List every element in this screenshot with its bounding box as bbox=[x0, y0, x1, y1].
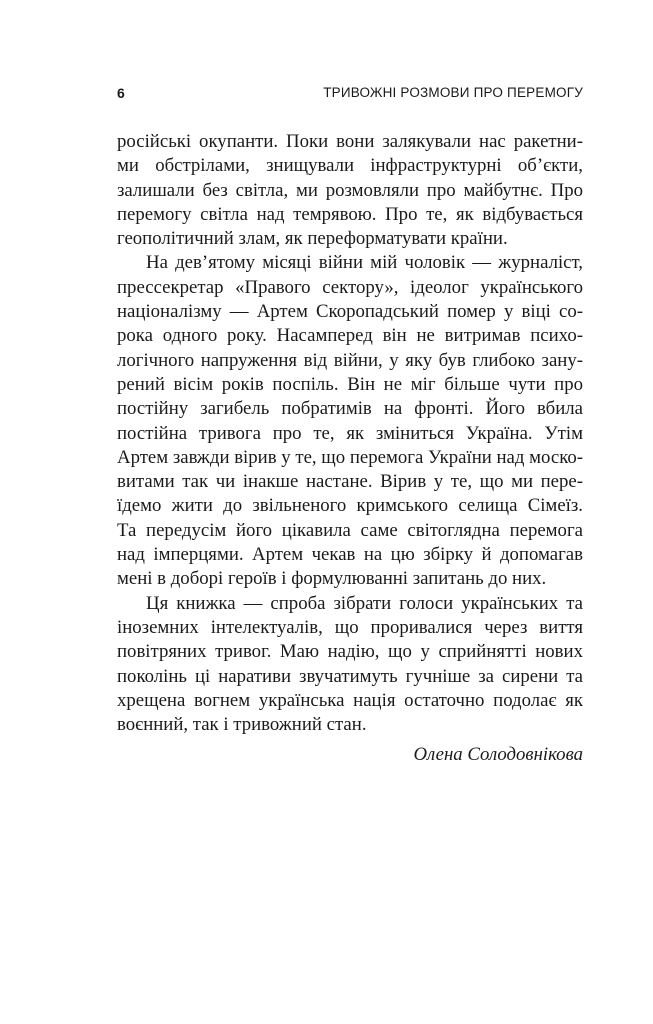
text-line: Артем завжди вірив у те, що перемога України над моско- bbox=[117, 446, 583, 468]
text-line: над імперцями. Артем чекав на цю збірку й допомагав bbox=[117, 544, 583, 566]
text-line: Та передусім його цікавила саме світоглядна перемога bbox=[117, 519, 583, 541]
text-line: перемогу світла над темрявою. Про те, як відбувається bbox=[117, 203, 583, 225]
text-line: Ця книжка — спроба зібрати голоси українських та bbox=[146, 592, 583, 614]
text-line: їдемо жити до звільненого кримського селища Сімеїз. bbox=[117, 495, 583, 517]
author-signature: Олена Солодовнікова bbox=[413, 744, 583, 766]
page-number: 6 bbox=[117, 85, 125, 101]
text-line: На дев’ятому місяці війни мій чоловік — журналіст, bbox=[146, 252, 583, 274]
text-line: постійна тривога про те, як зміниться Україна. Утім bbox=[117, 422, 583, 444]
body-text bbox=[117, 130, 583, 768]
text-line: ми обстрілами, знищували інфраструктурні об’єкти, bbox=[117, 155, 583, 177]
page-header bbox=[117, 85, 583, 105]
text-line: залишали без світла, ми розмовляли про майбутнє. Про bbox=[117, 179, 583, 201]
text-line: геополітичний злам, як переформатувати країни. bbox=[117, 228, 508, 250]
text-line: іноземних інтелектуалів, що проривалися через виття bbox=[117, 616, 583, 638]
text-line: хрещена вогнем українська нація остаточно подолає як bbox=[117, 689, 583, 711]
text-line: прессекретар «Правого сектору», ідеолог українського bbox=[117, 276, 583, 298]
text-line: воєнний, так і тривожний стан. bbox=[117, 714, 367, 736]
text-line: рока одного року. Насамперед він не витримав психо- bbox=[117, 325, 583, 347]
text-line: мені в доборі героїв і формулюванні запитань до них. bbox=[117, 568, 547, 590]
text-line: логічного напруження від війни, у яку був глибоко зану- bbox=[117, 349, 583, 371]
text-line: поколінь ці наративи звучатимуть гучніше за сирени та bbox=[117, 665, 583, 687]
text-line: повітряних тривог. Маю надію, що у сприйнятті нових bbox=[117, 641, 583, 663]
text-line: російські окупанти. Поки вони залякували нас ракетни- bbox=[117, 131, 583, 152]
text-line: постійну загибель побратимів на фронті. Його вбила bbox=[117, 398, 583, 420]
text-line: націоналізму — Артем Скоропадський помер у віці со- bbox=[117, 301, 583, 323]
running-title: ТРИВОЖНІ РОЗМОВИ ПРО ПЕРЕМОГУ bbox=[323, 85, 583, 100]
text-line: рений вісім років поспіль. Він не міг більше чути про bbox=[117, 373, 583, 395]
text-line: витами так чи інакше настане. Вірив у те, що ми пере- bbox=[117, 471, 583, 493]
